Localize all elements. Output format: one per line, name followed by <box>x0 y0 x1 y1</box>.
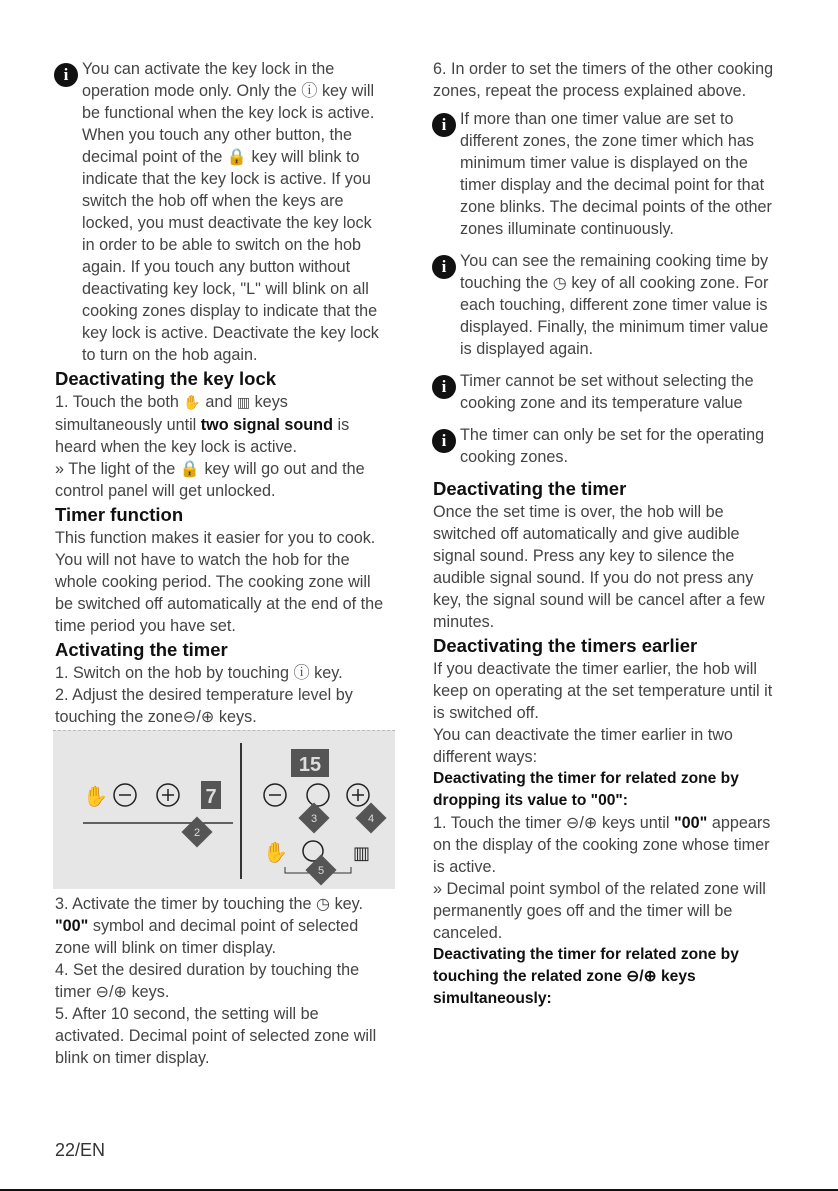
info-icon: i <box>432 113 456 137</box>
right-column <box>433 58 783 1010</box>
lock-hand-key-icon: ✋ <box>263 840 288 864</box>
control-panel-illustration <box>53 730 395 889</box>
note-text: You can activate the key lock in the operation mode only. Only the ⓘ key will be functional when the key lock is active. When you touch any other button, the decimal point of the 🔒 key will blink to indicate that the key lock is active. If you switch the hob off when the keys are locked, you must deactivate the key lock in order to be able to switch on the hob again. If you touch any button without deactivating key lock, "L" will blink on all cooking zones display to indicate that the key lock is active. Deactivate the key lock to turn on the hob again. <box>82 60 379 364</box>
info-icon: i <box>54 63 78 87</box>
note-text: You can see the remaining cooking time by touching the ◷ key of all cooking zone. For each touching, different zone timer value is displayed. Finally, the minimum timer value is displayed again. <box>460 252 769 358</box>
body-text: Once the set time is over, the hob will be switched off automatically and give audible signal sound. Press any key to silence the audible signal sound. If you do not press any key, the signal sound will be cancel after a few minutes. <box>433 503 765 631</box>
subheading-simultaneous-keys: Deactivating the timer for related zone by touching the related zone ⊖/⊕ keys simultaneously: <box>433 946 739 1007</box>
bars-key-icon: ▥ <box>353 843 371 864</box>
step-text: 1. Touch the both ✋ and ▥ keys simultaneously until two signal sound is heard when the key lock is active. <box>55 393 350 456</box>
info-note-remaining-time <box>433 250 783 360</box>
info-note-multiple-timers <box>433 108 783 240</box>
body-text: You can deactivate the timer earlier in two different ways: <box>433 726 733 766</box>
note-text: The timer can only be set for the operating cooking zones. <box>460 426 765 466</box>
left-column <box>55 58 387 1069</box>
heading-activating-timer: Activating the timer <box>55 639 228 660</box>
step-text: 3. Activate the timer by touching the ◷ key. "00" symbol and decimal point of selected zone will blink on timer display. <box>55 895 364 957</box>
heat-key-icon: ✋ <box>83 784 108 808</box>
page-number: 22/EN <box>55 1140 106 1160</box>
heading-timer-function: Timer function <box>55 504 184 525</box>
note-text: Timer cannot be set without selecting the cooking zone and its temperature value <box>460 372 754 412</box>
timer-display: 15 <box>298 754 322 776</box>
heading-deactivating-timers-earlier: Deactivating the timers earlier <box>433 635 698 656</box>
body-text: This function makes it easier for you to cook. You will not have to watch the hob for the whole cooking period. The cooking zone will be switched off automatically at the end of the time period you have set. <box>55 529 384 635</box>
body-text: If you deactivate the timer earlier, the hob will keep on operating at the set temperature until it is switched off. <box>433 660 773 722</box>
result-text: » Decimal point symbol of the related zone will permanently goes off and the timer will be canceled. <box>433 880 766 942</box>
step-text: 1. Touch the timer ⊖/⊕ keys until "00" appears on the display of the cooking zone whose timer is active. <box>433 814 771 876</box>
step-text: 2. Adjust the desired temperature level by touching the zone⊖/⊕ keys. <box>55 686 353 726</box>
step-text: 5. After 10 second, the setting will be activated. Decimal point of selected zone will blink on timer display. <box>55 1005 377 1067</box>
bars-key-icon: ▥ <box>236 395 251 411</box>
info-icon: i <box>432 255 456 279</box>
info-note-timer-requirement <box>433 370 783 414</box>
step-text: 6. In order to set the timers of the other cooking zones, repeat the process explained above. <box>433 60 774 100</box>
heading-deactivating-timer: Deactivating the timer <box>433 478 627 499</box>
zone-display: 7 <box>205 786 217 808</box>
panel-diagram <box>53 731 395 889</box>
info-icon: i <box>432 429 456 453</box>
heading-deactivating-key-lock: Deactivating the key lock <box>55 368 277 389</box>
callout-badge: 4 <box>367 813 375 825</box>
callout-badge: 3 <box>310 813 318 825</box>
subheading-dropping-value: Deactivating the timer for related zone by dropping its value to "00": <box>433 770 739 809</box>
step-text: 4. Set the desired duration by touching the timer ⊖/⊕ keys. <box>55 961 360 1001</box>
hand-key-icon: ✋ <box>183 395 201 411</box>
info-icon: i <box>432 375 456 399</box>
info-note-keylock <box>55 58 387 366</box>
info-note-operating-zones <box>433 424 783 468</box>
result-text: » The light of the 🔒 key will go out and the control panel will get unlocked. <box>55 460 365 500</box>
callout-badge: 5 <box>317 865 325 877</box>
step-text: 1. Switch on the hob by touching ⓘ key. <box>55 664 343 682</box>
callout-badge: 2 <box>193 827 201 839</box>
note-text: If more than one timer value are set to different zones, the zone timer which has minimum timer value is displayed on the timer display and the decimal point for that zone blinks. The decimal points of the other zones illuminate continuously. <box>460 110 772 238</box>
